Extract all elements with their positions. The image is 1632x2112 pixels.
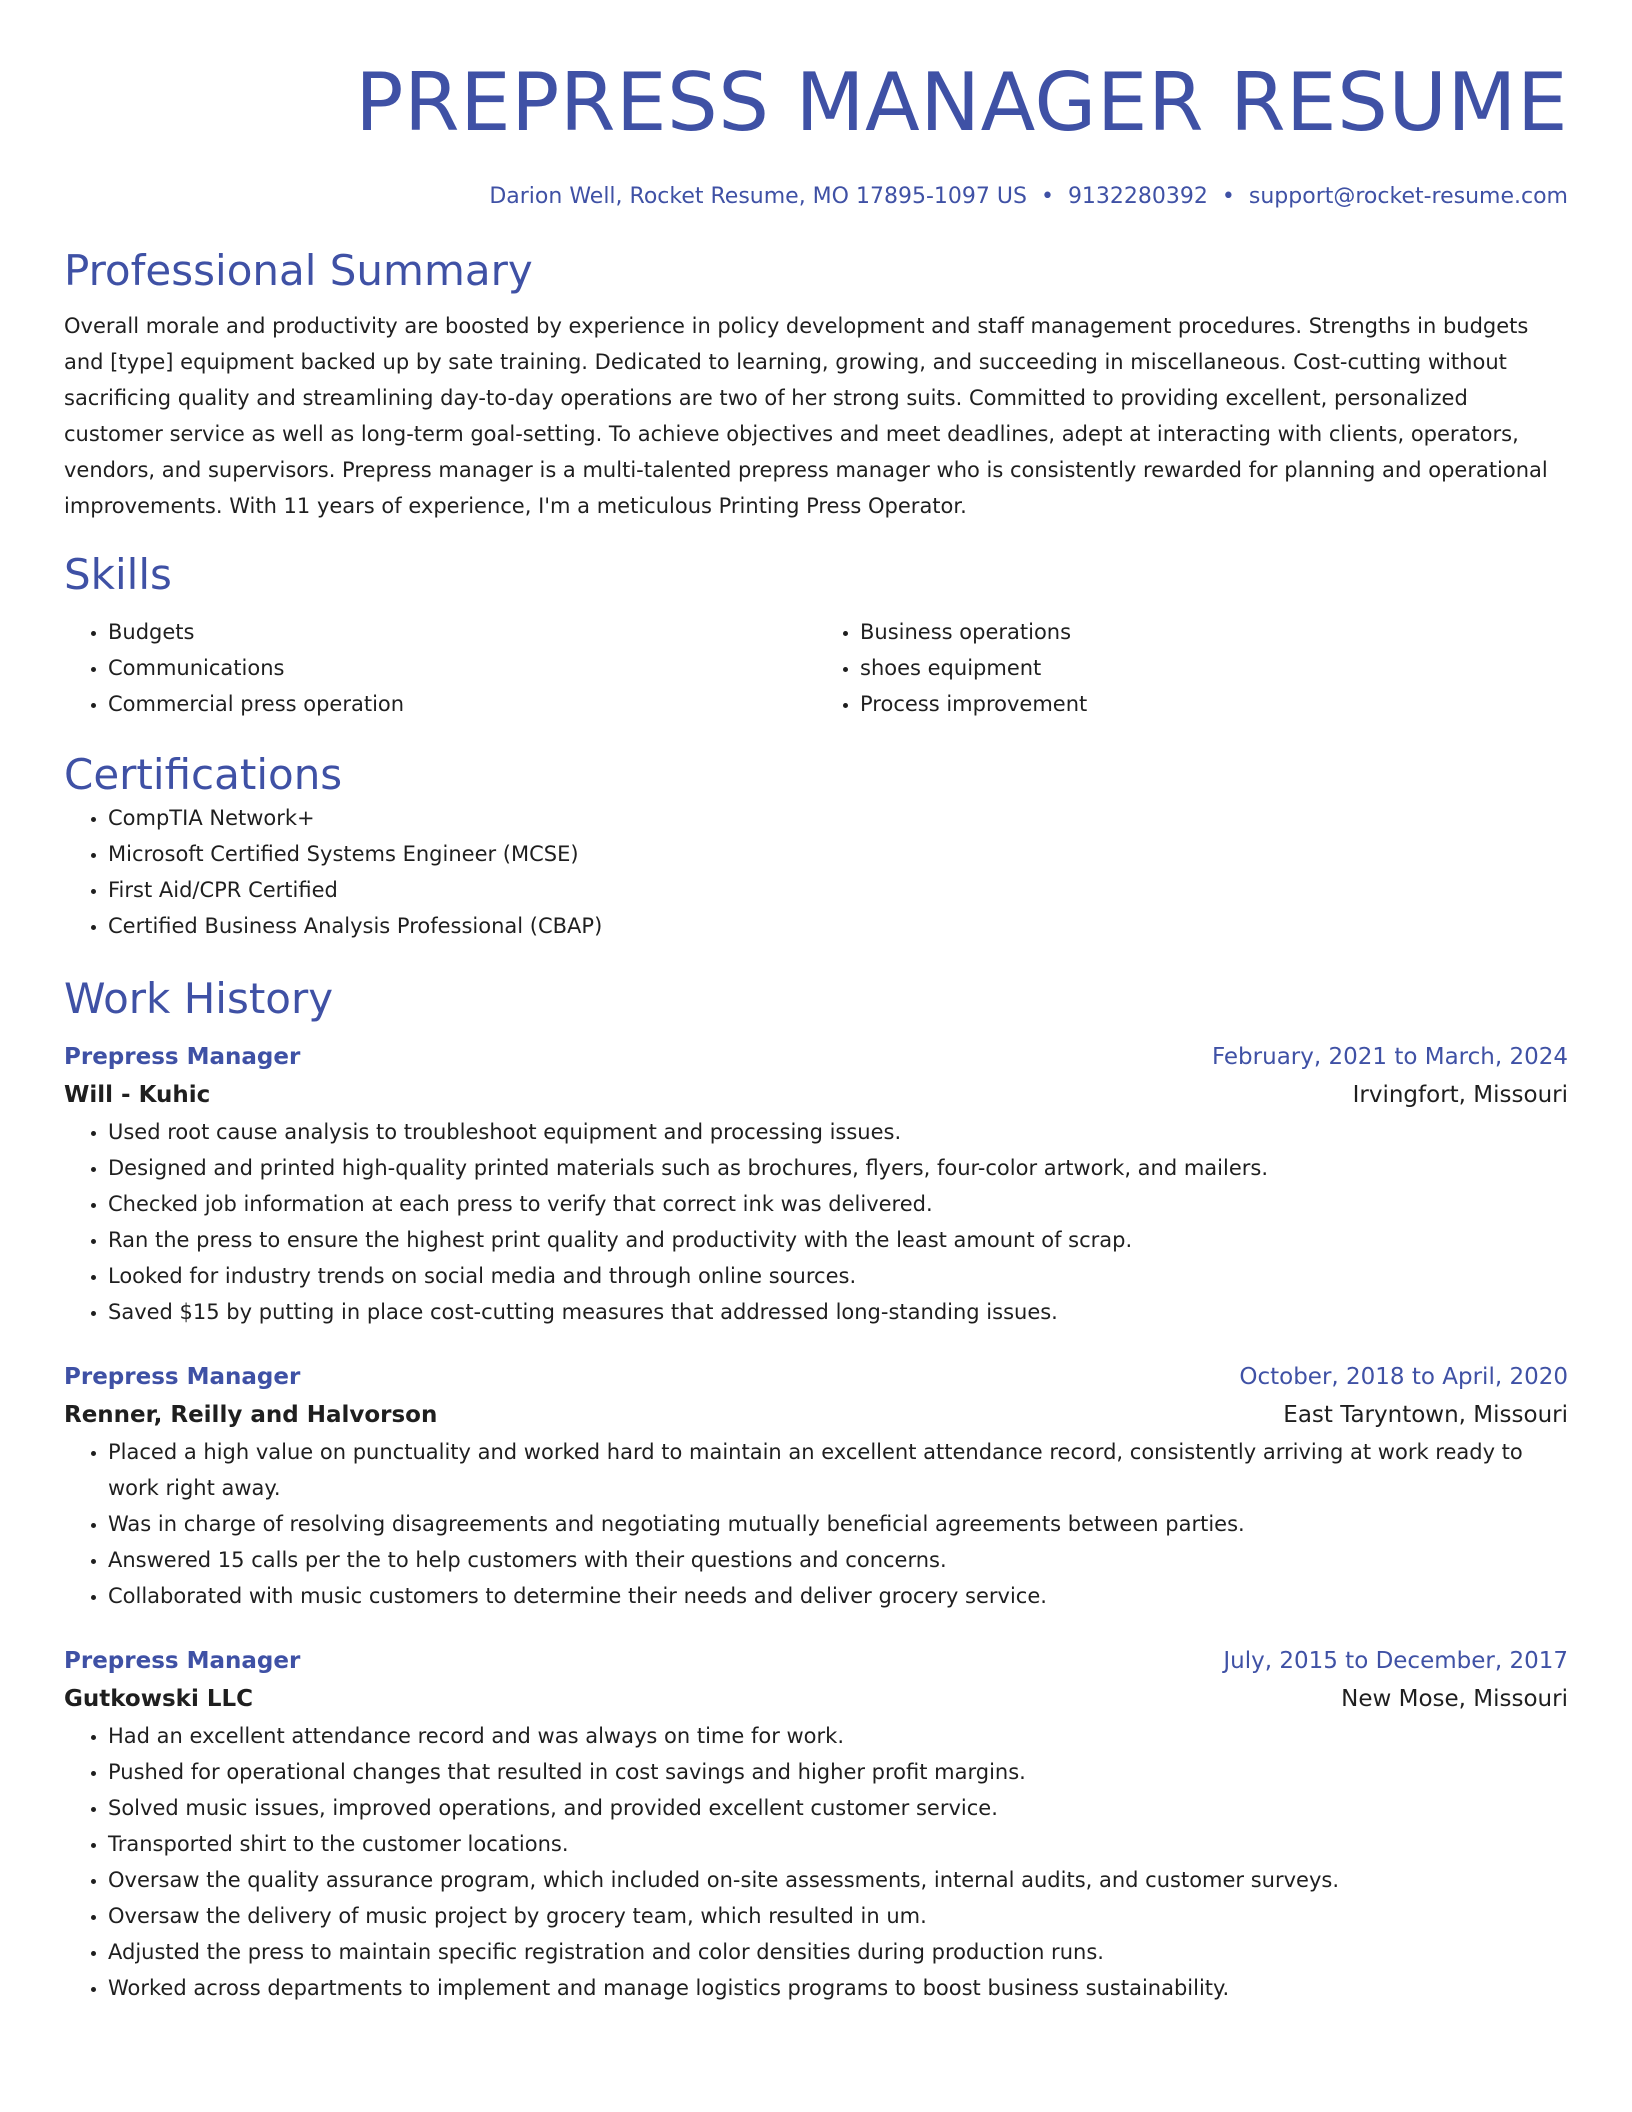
skills-heading: Skills bbox=[64, 550, 172, 599]
skills-list-right bbox=[816, 614, 1568, 722]
job-bullets bbox=[64, 1114, 1568, 1330]
job-header-row bbox=[64, 1358, 1568, 1396]
job-location: New Mose, Missouri bbox=[1341, 1686, 1568, 1712]
contact-address: Darion Well, Rocket Resume, MO 17895-1097 US bbox=[489, 184, 1027, 209]
job-role: Prepress Manager bbox=[64, 1364, 301, 1390]
job-company: Gutkowski LLC bbox=[64, 1686, 254, 1712]
job-bullets bbox=[64, 1434, 1568, 1614]
job-bullet: • Pushed for operational changes that resulted in cost savings and higher profit margins. bbox=[108, 1754, 1568, 1790]
job-entry bbox=[64, 1038, 1568, 1330]
job-entry bbox=[64, 1642, 1568, 2006]
job-bullet: • Looked for industry trends on social media and through online sources. bbox=[108, 1258, 1568, 1294]
job-bullet: • Worked across departments to implement and manage logistics programs to boost business sustainability. bbox=[108, 1970, 1568, 2006]
work-history-section bbox=[64, 974, 1568, 2006]
job-company-row bbox=[64, 1396, 1568, 1434]
certifications-section bbox=[64, 750, 1568, 944]
job-bullet: • Checked job information at each press to verify that correct ink was delivered. bbox=[108, 1186, 1568, 1222]
job-company: Renner, Reilly and Halvorson bbox=[64, 1402, 438, 1428]
job-bullet: • Solved music issues, improved operations, and provided excellent customer service. bbox=[108, 1790, 1568, 1826]
summary-heading: Professional Summary bbox=[64, 246, 533, 295]
job-location: East Taryntown, Missouri bbox=[1283, 1402, 1568, 1428]
certification-item: • Microsoft Certified Systems Engineer (MCSE) bbox=[108, 836, 1568, 872]
skill-item: • shoes equipment bbox=[860, 650, 1568, 686]
skill-item: • Process improvement bbox=[860, 686, 1568, 722]
contact-line bbox=[64, 182, 1568, 212]
job-dates: July, 2015 to December, 2017 bbox=[1223, 1648, 1568, 1674]
job-company: Will - Kuhic bbox=[64, 1082, 211, 1108]
skill-item: • Commercial press operation bbox=[108, 686, 816, 722]
job-bullet: • Collaborated with music customers to determine their needs and deliver grocery service. bbox=[108, 1578, 1568, 1614]
job-entry bbox=[64, 1358, 1568, 1614]
skill-item: • Budgets bbox=[108, 614, 816, 650]
certification-item: • First Aid/CPR Certified bbox=[108, 872, 1568, 908]
resume-title: PREPRESS MANAGER RESUME bbox=[355, 56, 1568, 149]
job-bullet: • Saved $15 by putting in place cost-cutting measures that addressed long-standing issues. bbox=[108, 1294, 1568, 1330]
certifications-heading: Certifications bbox=[64, 750, 343, 799]
job-role: Prepress Manager bbox=[64, 1648, 301, 1674]
job-header-row bbox=[64, 1038, 1568, 1076]
job-bullet: • Placed a high value on punctuality and worked hard to maintain an excellent attendance record, consistently arriving at work ready to work right away. bbox=[108, 1434, 1568, 1506]
work-history-heading: Work History bbox=[64, 974, 334, 1023]
professional-summary-section bbox=[64, 246, 1568, 524]
contact-separator: • bbox=[1221, 184, 1235, 209]
skill-item: • Communications bbox=[108, 650, 816, 686]
skills-columns bbox=[64, 614, 1568, 722]
certification-item: • Certified Business Analysis Professional (CBAP) bbox=[108, 908, 1568, 944]
job-header-row bbox=[64, 1642, 1568, 1680]
job-company-row bbox=[64, 1680, 1568, 1718]
job-dates: February, 2021 to March, 2024 bbox=[1211, 1044, 1568, 1070]
skill-item: • Business operations bbox=[860, 614, 1568, 650]
job-bullet: • Ran the press to ensure the highest print quality and productivity with the least amount of scrap. bbox=[108, 1222, 1568, 1258]
job-dates: October, 2018 to April, 2020 bbox=[1239, 1364, 1568, 1390]
skills-list-left bbox=[64, 614, 816, 722]
job-bullet: • Was in charge of resolving disagreements and negotiating mutually beneficial agreements between parties. bbox=[108, 1506, 1568, 1542]
summary-text: Overall morale and productivity are boosted by experience in policy development and staff management procedures. Strengths in budgets and [type] equipment backed up by sate training. Dedicated to learning, growing, and succeeding in miscellaneous. Cost-cutting without sacrificing quality and streamlining day-to-day operations are two of her strong suits. Committed to providing excellent, personalized customer service as well as long-term goal-setting. To achieve objectives and meet deadlines, adept at interacting with clients, operators, vendors, and supervisors. Prepress manager is a multi-talented prepress manager who is consistently rewarded for planning and operational improvements. With 11 years of experience, I'm a meticulous Printing Press Operator. bbox=[64, 314, 1548, 518]
job-bullet: • Designed and printed high-quality printed materials such as brochures, flyers, four-color artwork, and mailers. bbox=[108, 1150, 1568, 1186]
certification-item: • CompTIA Network+ bbox=[108, 800, 1568, 836]
job-bullet: • Adjusted the press to maintain specific registration and color densities during production runs. bbox=[108, 1934, 1568, 1970]
certifications-list bbox=[64, 800, 1568, 944]
job-bullet: • Used root cause analysis to troubleshoot equipment and processing issues. bbox=[108, 1114, 1568, 1150]
contact-phone: 9132280392 bbox=[1067, 184, 1208, 209]
job-bullet: • Had an excellent attendance record and was always on time for work. bbox=[108, 1718, 1568, 1754]
job-bullet: • Transported shirt to the customer locations. bbox=[108, 1826, 1568, 1862]
job-role: Prepress Manager bbox=[64, 1044, 301, 1070]
job-location: Irvingfort, Missouri bbox=[1352, 1082, 1568, 1108]
contact-email[interactable]: support@rocket-resume.com bbox=[1248, 184, 1568, 209]
job-bullets bbox=[64, 1718, 1568, 2006]
job-bullet: • Oversaw the delivery of music project by grocery team, which resulted in um. bbox=[108, 1898, 1568, 1934]
job-bullet: • Answered 15 calls per the to help customers with their questions and concerns. bbox=[108, 1542, 1568, 1578]
job-company-row bbox=[64, 1076, 1568, 1114]
job-bullet: • Oversaw the quality assurance program, which included on-site assessments, internal audits, and customer surveys. bbox=[108, 1862, 1568, 1898]
contact-separator: • bbox=[1040, 184, 1054, 209]
skills-section bbox=[64, 550, 1568, 722]
resume-page bbox=[64, 0, 1568, 2112]
